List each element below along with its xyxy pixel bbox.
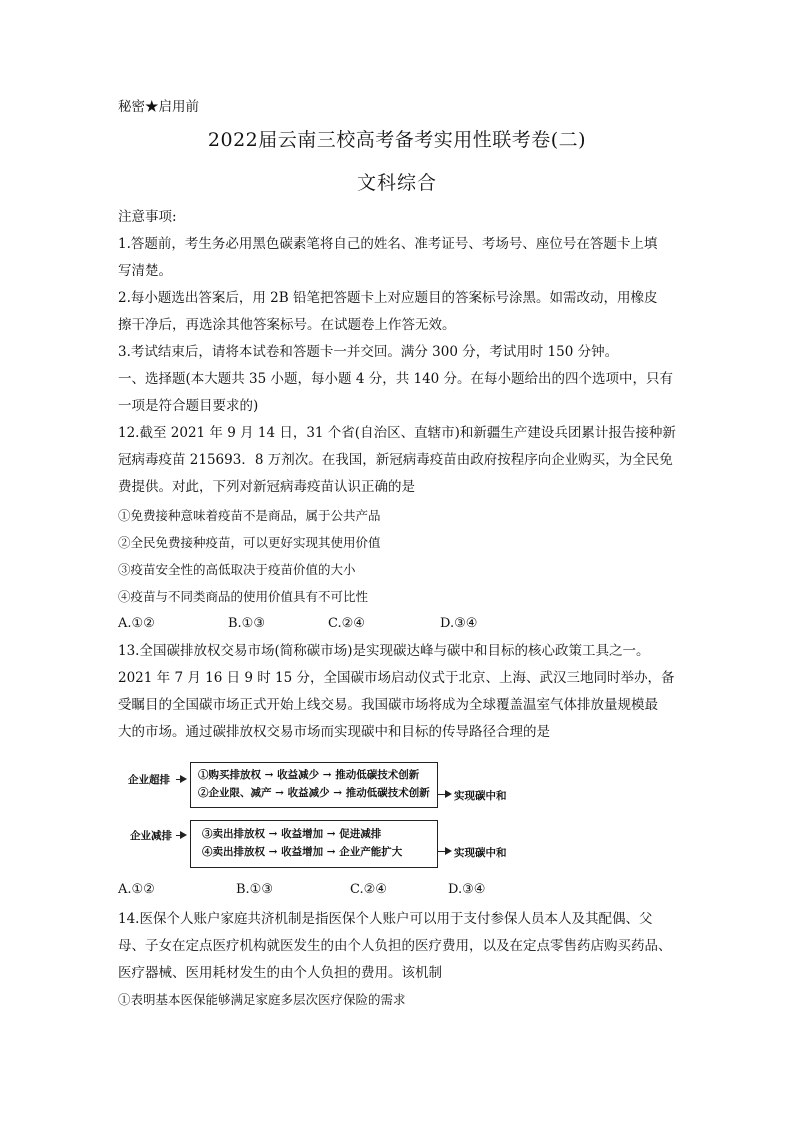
q12-option-d: D.③④	[440, 616, 478, 631]
q12-option-b: B.①③	[228, 616, 265, 631]
q14-stem-line-2: 母、子女在定点医疗机构就医发生的由个人负担的医疗费用，以及在定点零售药店购买药品、	[118, 938, 672, 954]
notice-heading: 注意事项:	[118, 209, 177, 225]
diagram-arrow-head	[180, 831, 187, 839]
section-heading-line-2: 一项是符合题目要求的)	[118, 398, 259, 414]
q13-stem-line-2: 2021 年 7 月 16 日 9 时 15 分，全国碳市场启动仪式于北京、上海、武汉三地同时举办，备	[118, 670, 675, 686]
notice-item-1-line-1: 1.答题前，考生务必用黑色碳素笔将自己的姓名、准考证号、考场号、座位号在答题卡上填	[118, 236, 658, 252]
diagram-top-route-1: ①购买排放权 → 收益减少 → 推动低碳技术创新	[198, 769, 420, 781]
diagram-bottom-result: 实现碳中和	[454, 847, 507, 859]
q12-statement-4: ④疫苗与不同类商品的使用价值具有不可比性	[118, 589, 369, 604]
q12-stem-line-3: 费提供。对此，下列对新冠病毒疫苗认识正确的是	[118, 479, 415, 495]
diagram-top-route-2: ②企业限、减产 → 收益减少 → 推动低碳技术创新	[198, 787, 430, 799]
q12-stem-line-1: 12.截至 2021 年 9 月 14 日，31 个省(自治区、直辖市)和新疆生产建设兵团累计报告接种新	[118, 425, 676, 441]
notice-item-2-line-2: 擦干净后，再选涂其他答案标号。在试题卷上作答无效。	[118, 317, 456, 333]
q12-statement-3: ③疫苗安全性的高低取决于疫苗价值的大小	[118, 562, 356, 577]
diagram-bottom-route-2: ④卖出排放权 → 收益增加 → 企业产能扩大	[202, 846, 403, 858]
diagram-arrow-head	[180, 775, 187, 783]
exam-title: 2022届云南三校高考备考实用性联考卷(二)	[207, 129, 587, 151]
diagram-top-result: 实现碳中和	[454, 790, 507, 802]
q13-option-b: B.①③	[236, 882, 273, 897]
exam-subject: 文科综合	[356, 172, 437, 194]
q13-stem-line-3: 受瞩目的全国碳市场正式开始上线交易。我国碳市场将成为全球覆盖温室气体排放量规模最	[118, 697, 658, 713]
q12-statement-2: ②全民免费接种疫苗，可以更好实现其使用价值	[118, 535, 381, 550]
q12-option-c: C.②④	[328, 616, 365, 631]
q12-option-a: A.①②	[118, 616, 155, 631]
diagram-bottom-route-1: ③卖出排放权 → 收益增加 → 促进减排	[202, 828, 382, 840]
q13-option-a: A.①②	[118, 882, 155, 897]
q13-stem-line-1: 13.全国碳排放权交易市场(简称碳市场)是实现碳达峰与碳中和目标的核心政策工具之一。	[118, 643, 650, 659]
q13-option-d: D.③④	[448, 882, 486, 897]
q12-statement-1: ①免费接种意味着疫苗不是商品，属于公共产品	[118, 508, 381, 523]
carbon-market-diagram	[118, 758, 538, 870]
q14-statement-1: ①表明基本医保能够满足家庭多层次医疗保险的需求	[118, 992, 406, 1007]
q13-option-c: C.②④	[350, 882, 387, 897]
notice-item-3: 3.考试结束后，请将本试卷和答题卡一并交回。满分 300 分，考试用时 150 分钟。	[118, 344, 619, 360]
diagram-source-overemission: 企业超排	[128, 774, 170, 786]
q12-stem-line-2: 冠病毒疫苗 215693．8 万剂次。在我国，新冠病毒疫苗由政府按程序向企业购买，为全民免	[118, 452, 673, 468]
confidential-label: 秘密★启用前	[118, 99, 199, 115]
q14-stem-line-3: 医疗器械、医用耗材发生的由个人负担的费用。该机制	[118, 965, 442, 981]
diagram-source-reduction: 企业减排	[130, 830, 172, 842]
notice-item-2-line-1: 2.每小题选出答案后，用 2B 铅笔把答题卡上对应题目的答案标号涂黑。如需改动，用橡皮	[118, 290, 658, 306]
q14-stem-line-1: 14.医保个人账户家庭共济机制是指医保个人账户可以用于支付参保人员本人及其配偶、父	[118, 911, 653, 927]
diagram-arrow-head	[445, 790, 452, 798]
diagram-arrow-head	[445, 847, 452, 855]
section-heading-line-1: 一、选择题(本大题共 35 小题，每小题 4 分，共 140 分。在每小题给出的四个选项中，只有	[118, 371, 674, 387]
notice-item-1-line-2: 写清楚。	[118, 263, 172, 279]
q13-stem-line-4: 大的市场。通过碳排放权交易市场而实现碳中和目标的传导路径合理的是	[118, 724, 550, 740]
